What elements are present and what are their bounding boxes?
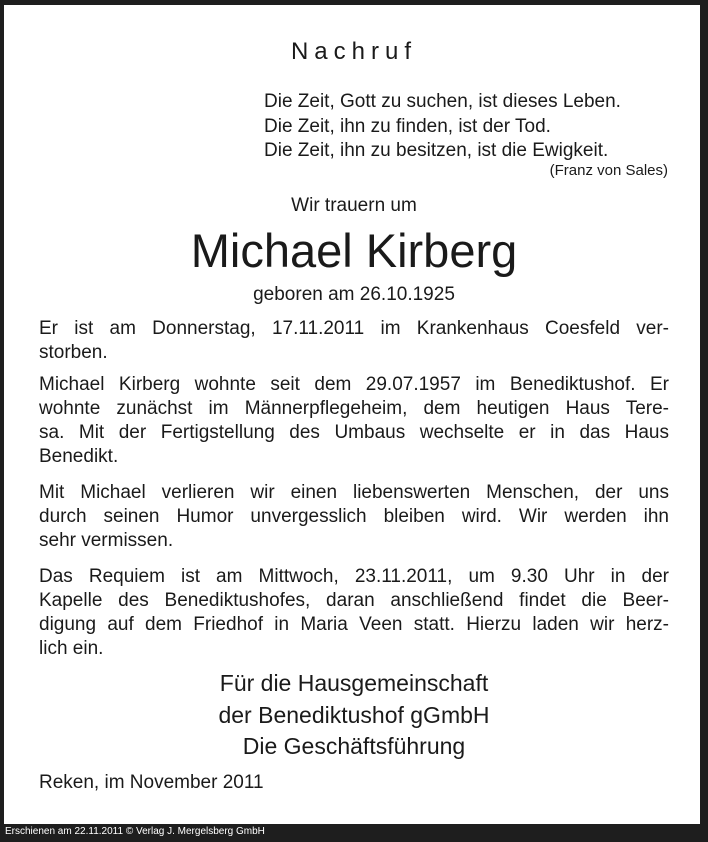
body-text-line: Mit Michael verlieren wir einen liebenswerten Menschen, der uns (39, 482, 669, 503)
body-text-line: Benedikt. (39, 446, 119, 467)
body-text-line: digung auf dem Friedhof in Maria Veen statt. Hierzu laden wir herz- (39, 614, 669, 635)
body-text-line: durch seinen Humor unvergesslich bleiben wird. Wir werden ihn (39, 506, 669, 527)
quote-line: Die Zeit, ihn zu besitzen, ist die Ewigkeit. (264, 140, 609, 161)
footer-bar (0, 824, 708, 842)
deceased-name: Michael Kirberg (190, 224, 518, 277)
signature-line: Für die Hausgemeinschaft (219, 670, 489, 696)
notice-heading: Nachruf (290, 38, 418, 65)
place-date: Reken, im November 2011 (39, 772, 264, 793)
body-text-line: sa. Mit der Fertigstellung des Umbaus wechselte er in das Haus (39, 422, 669, 443)
quote-line: Die Zeit, Gott zu suchen, ist dieses Leben. (264, 91, 621, 112)
mourning-intro: Wir trauern um (291, 195, 417, 216)
body-text-line: sehr vermissen. (39, 530, 174, 551)
birth-date: geboren am 26.10.1925 (253, 284, 455, 305)
body-text-line: lich ein. (39, 638, 104, 659)
body-text-line: Das Requiem ist am Mittwoch, 23.11.2011, um 9.30 Uhr in der (39, 566, 669, 587)
body-text-line: Er ist am Donnerstag, 17.11.2011 im Krankenhaus Coesfeld ver- (39, 318, 669, 339)
signature-line: Die Geschäftsführung (242, 733, 466, 759)
body-text-line: storben. (39, 342, 108, 363)
body-text-line: Kapelle des Benediktushofes, daran anschließend findet die Beer- (39, 590, 669, 611)
footer-publication-note: Erschienen am 22.11.2011 © Verlag J. Mergelsberg GmbH (5, 826, 265, 837)
body-text-line: Michael Kirberg wohnte seit dem 29.07.1957 im Benediktushof. Er (39, 374, 669, 395)
signature-line: der Benediktushof gGmbH (218, 702, 490, 728)
quote-attribution: (Franz von Sales) (549, 162, 668, 179)
body-text-line: wohnte zunächst im Männerpflegeheim, dem heutigen Haus Tere- (39, 398, 669, 419)
quote-line: Die Zeit, ihn zu finden, ist der Tod. (264, 116, 551, 137)
frame-border-top (0, 0, 708, 5)
